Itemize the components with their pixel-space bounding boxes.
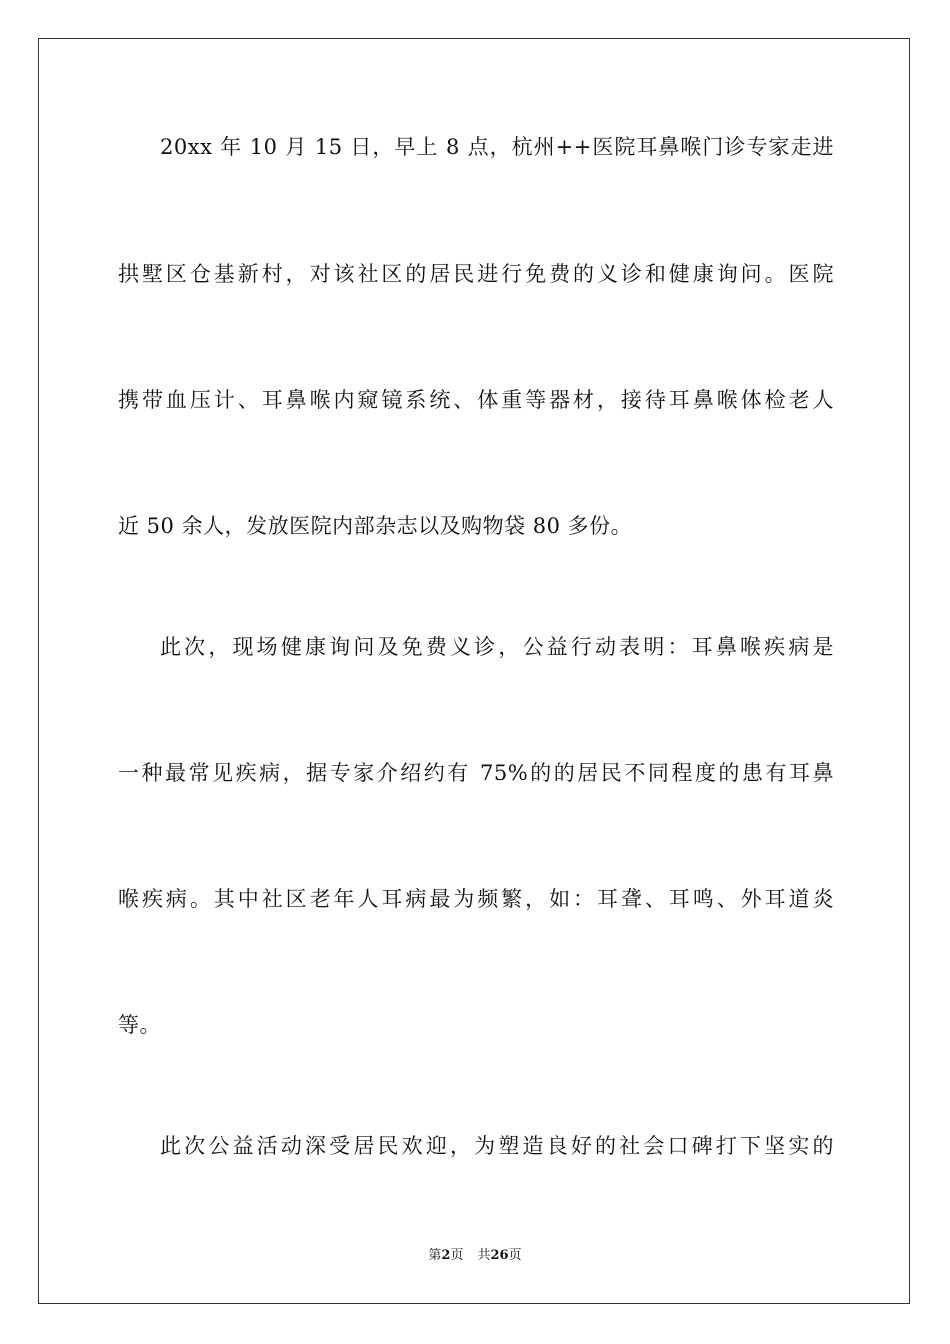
page-border (38, 38, 910, 1304)
paragraph-1-line-4: 近 50 余人，发放医院内部杂志以及购物袋 80 多份。 (118, 514, 633, 538)
paragraph-3-line-1: 此次公益活动深受居民欢迎，为塑造良好的社会口碑打下坚实的 (160, 1134, 834, 1158)
paragraph-2-line-4: 等。 (118, 1013, 161, 1037)
page-suffix: 页 (450, 1248, 464, 1263)
page-prefix: 第 (428, 1248, 442, 1263)
paragraph-2-line-1: 此次，现场健康询问及免费义诊，公益行动表明：耳鼻喉疾病是 (160, 635, 834, 659)
paragraph-1-line-1: 20xx 年 10 月 15 日，早上 8 点，杭州++医院耳鼻喉门诊专家走进 (160, 135, 834, 159)
paragraph-2-line-2: 一种最常见疾病，据专家介绍约有 75%的的居民不同程度的患有耳鼻 (118, 761, 834, 785)
total-pages: 26 (490, 1248, 509, 1263)
page-footer (0, 1247, 950, 1265)
page-number: 2 (441, 1248, 451, 1263)
total-suffix: 页 (508, 1248, 522, 1263)
total-prefix: 共 (477, 1248, 491, 1263)
paragraph-2-line-3: 喉疾病。其中社区老年人耳病最为频繁，如：耳聋、耳鸣、外耳道炎 (118, 887, 834, 911)
paragraph-1-line-2: 拱墅区仓基新村，对该社区的居民进行免费的义诊和健康询问。医院 (118, 262, 834, 286)
paragraph-1-line-3: 携带血压计、耳鼻喉内窥镜系统、体重等器材，接待耳鼻喉体检老人 (118, 388, 834, 412)
